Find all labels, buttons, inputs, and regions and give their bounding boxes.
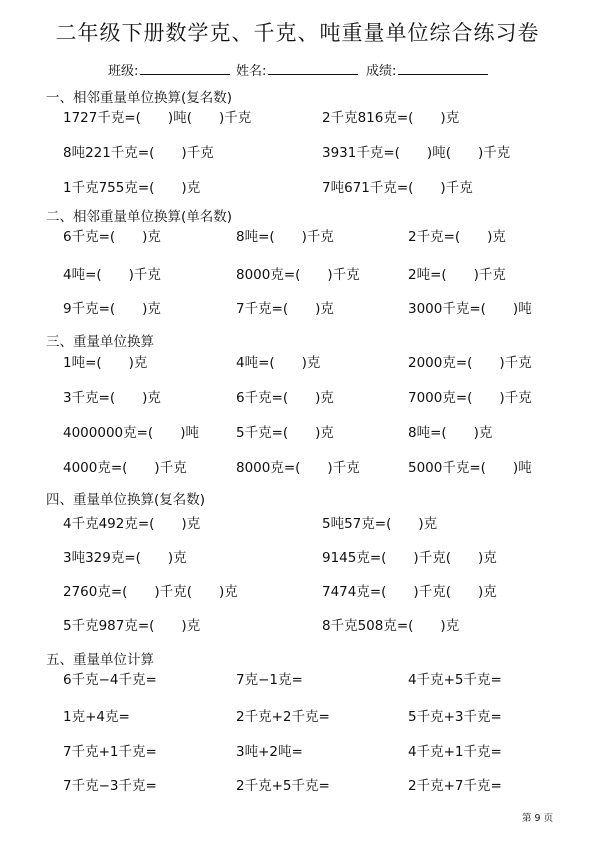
exercise-item: 8000克=( )千克: [236, 267, 360, 283]
exercise-item: 5千克+3千克=: [408, 709, 502, 725]
exercise-item: 5吨57克=( )克: [322, 516, 438, 532]
class-blank[interactable]: [140, 61, 230, 75]
exercise-item: 1克+4克=: [63, 709, 130, 725]
exercise-item: 1727千克=( )吨( )千克: [63, 110, 252, 126]
section-heading: 三、重量单位换算: [46, 334, 154, 350]
exercise-item: 7千克+1千克=: [63, 744, 157, 760]
class-field: [108, 60, 230, 79]
exercise-item: 1千克755克=( )克: [63, 180, 201, 196]
page-number: 第 9 页: [522, 813, 554, 824]
exercise-item: 4千克+5千克=: [408, 672, 502, 688]
exercise-item: 7千克−3千克=: [63, 778, 157, 794]
exercise-item: 9145克=( )千克( )克: [322, 550, 497, 566]
exercise-item: 2千克+2千克=: [236, 709, 330, 725]
section-heading: 五、重量单位计算: [46, 652, 154, 668]
exercise-item: 6千克=( )克: [236, 390, 334, 406]
exercise-item: 3931千克=( )吨( )千克: [322, 145, 511, 161]
exercise-item: 5千克987克=( )克: [63, 618, 201, 634]
name-blank[interactable]: [268, 61, 358, 75]
exercise-item: 7千克=( )克: [236, 301, 334, 317]
exercise-item: 4千克492克=( )克: [63, 516, 201, 532]
exercise-item: 2吨=( )千克: [408, 267, 506, 283]
score-field: [366, 60, 488, 79]
exercise-item: 2千克+7千克=: [408, 778, 502, 794]
exercise-item: 8吨=( )克: [408, 425, 493, 441]
class-label: 班级:: [108, 64, 139, 79]
section-heading: 一、相邻重量单位换算(复名数): [46, 90, 233, 106]
exercise-item: 5000千克=( )吨: [408, 460, 532, 476]
section-heading: 二、相邻重量单位换算(单名数): [46, 209, 233, 225]
exercise-item: 5千克=( )克: [236, 425, 334, 441]
exercise-item: 2千克+5千克=: [236, 778, 330, 794]
exercise-item: 4千克+1千克=: [408, 744, 502, 760]
exercise-item: 7474克=( )千克( )克: [322, 584, 497, 600]
exercise-item: 6千克−4千克=: [63, 672, 157, 688]
exercise-item: 3吨+2吨=: [236, 744, 303, 760]
exercise-item: 8千克508克=( )克: [322, 618, 460, 634]
exercise-item: 9千克=( )克: [63, 301, 161, 317]
exercise-item: 3000千克=( )吨: [408, 301, 532, 317]
name-field: [236, 60, 358, 79]
section-heading: 四、重量单位换算(复名数): [46, 492, 206, 508]
exercise-item: 4000克=( )千克: [63, 460, 187, 476]
exercise-item: 4吨=( )克: [236, 355, 321, 371]
exercise-item: 2760克=( )千克( )克: [63, 584, 238, 600]
exercise-item: 7吨671千克=( )千克: [322, 180, 473, 196]
score-label: 成绩:: [366, 64, 397, 79]
exercise-item: 6千克=( )克: [63, 229, 161, 245]
score-blank[interactable]: [398, 61, 488, 75]
exercise-item: 1吨=( )克: [63, 355, 148, 371]
exercise-item: 3吨329克=( )克: [63, 550, 187, 566]
exercise-item: 7000克=( )千克: [408, 390, 532, 406]
exercise-item: 8吨221千克=( )千克: [63, 145, 214, 161]
exercise-item: 4000000克=( )吨: [63, 425, 199, 441]
exercise-item: 3千克=( )克: [63, 390, 161, 406]
exercise-item: 8000克=( )千克: [236, 460, 360, 476]
exercise-item: 2千克816克=( )克: [322, 110, 460, 126]
exercise-item: 7克−1克=: [236, 672, 303, 688]
exercise-item: 2千克=( )克: [408, 229, 506, 245]
worksheet-title: 二年级下册数学克、千克、吨重量单位综合练习卷: [55, 21, 540, 45]
exercise-item: 2000克=( )千克: [408, 355, 532, 371]
exercise-item: 8吨=( )千克: [236, 229, 334, 245]
exercise-item: 4吨=( )千克: [63, 267, 161, 283]
name-label: 姓名:: [236, 64, 267, 79]
